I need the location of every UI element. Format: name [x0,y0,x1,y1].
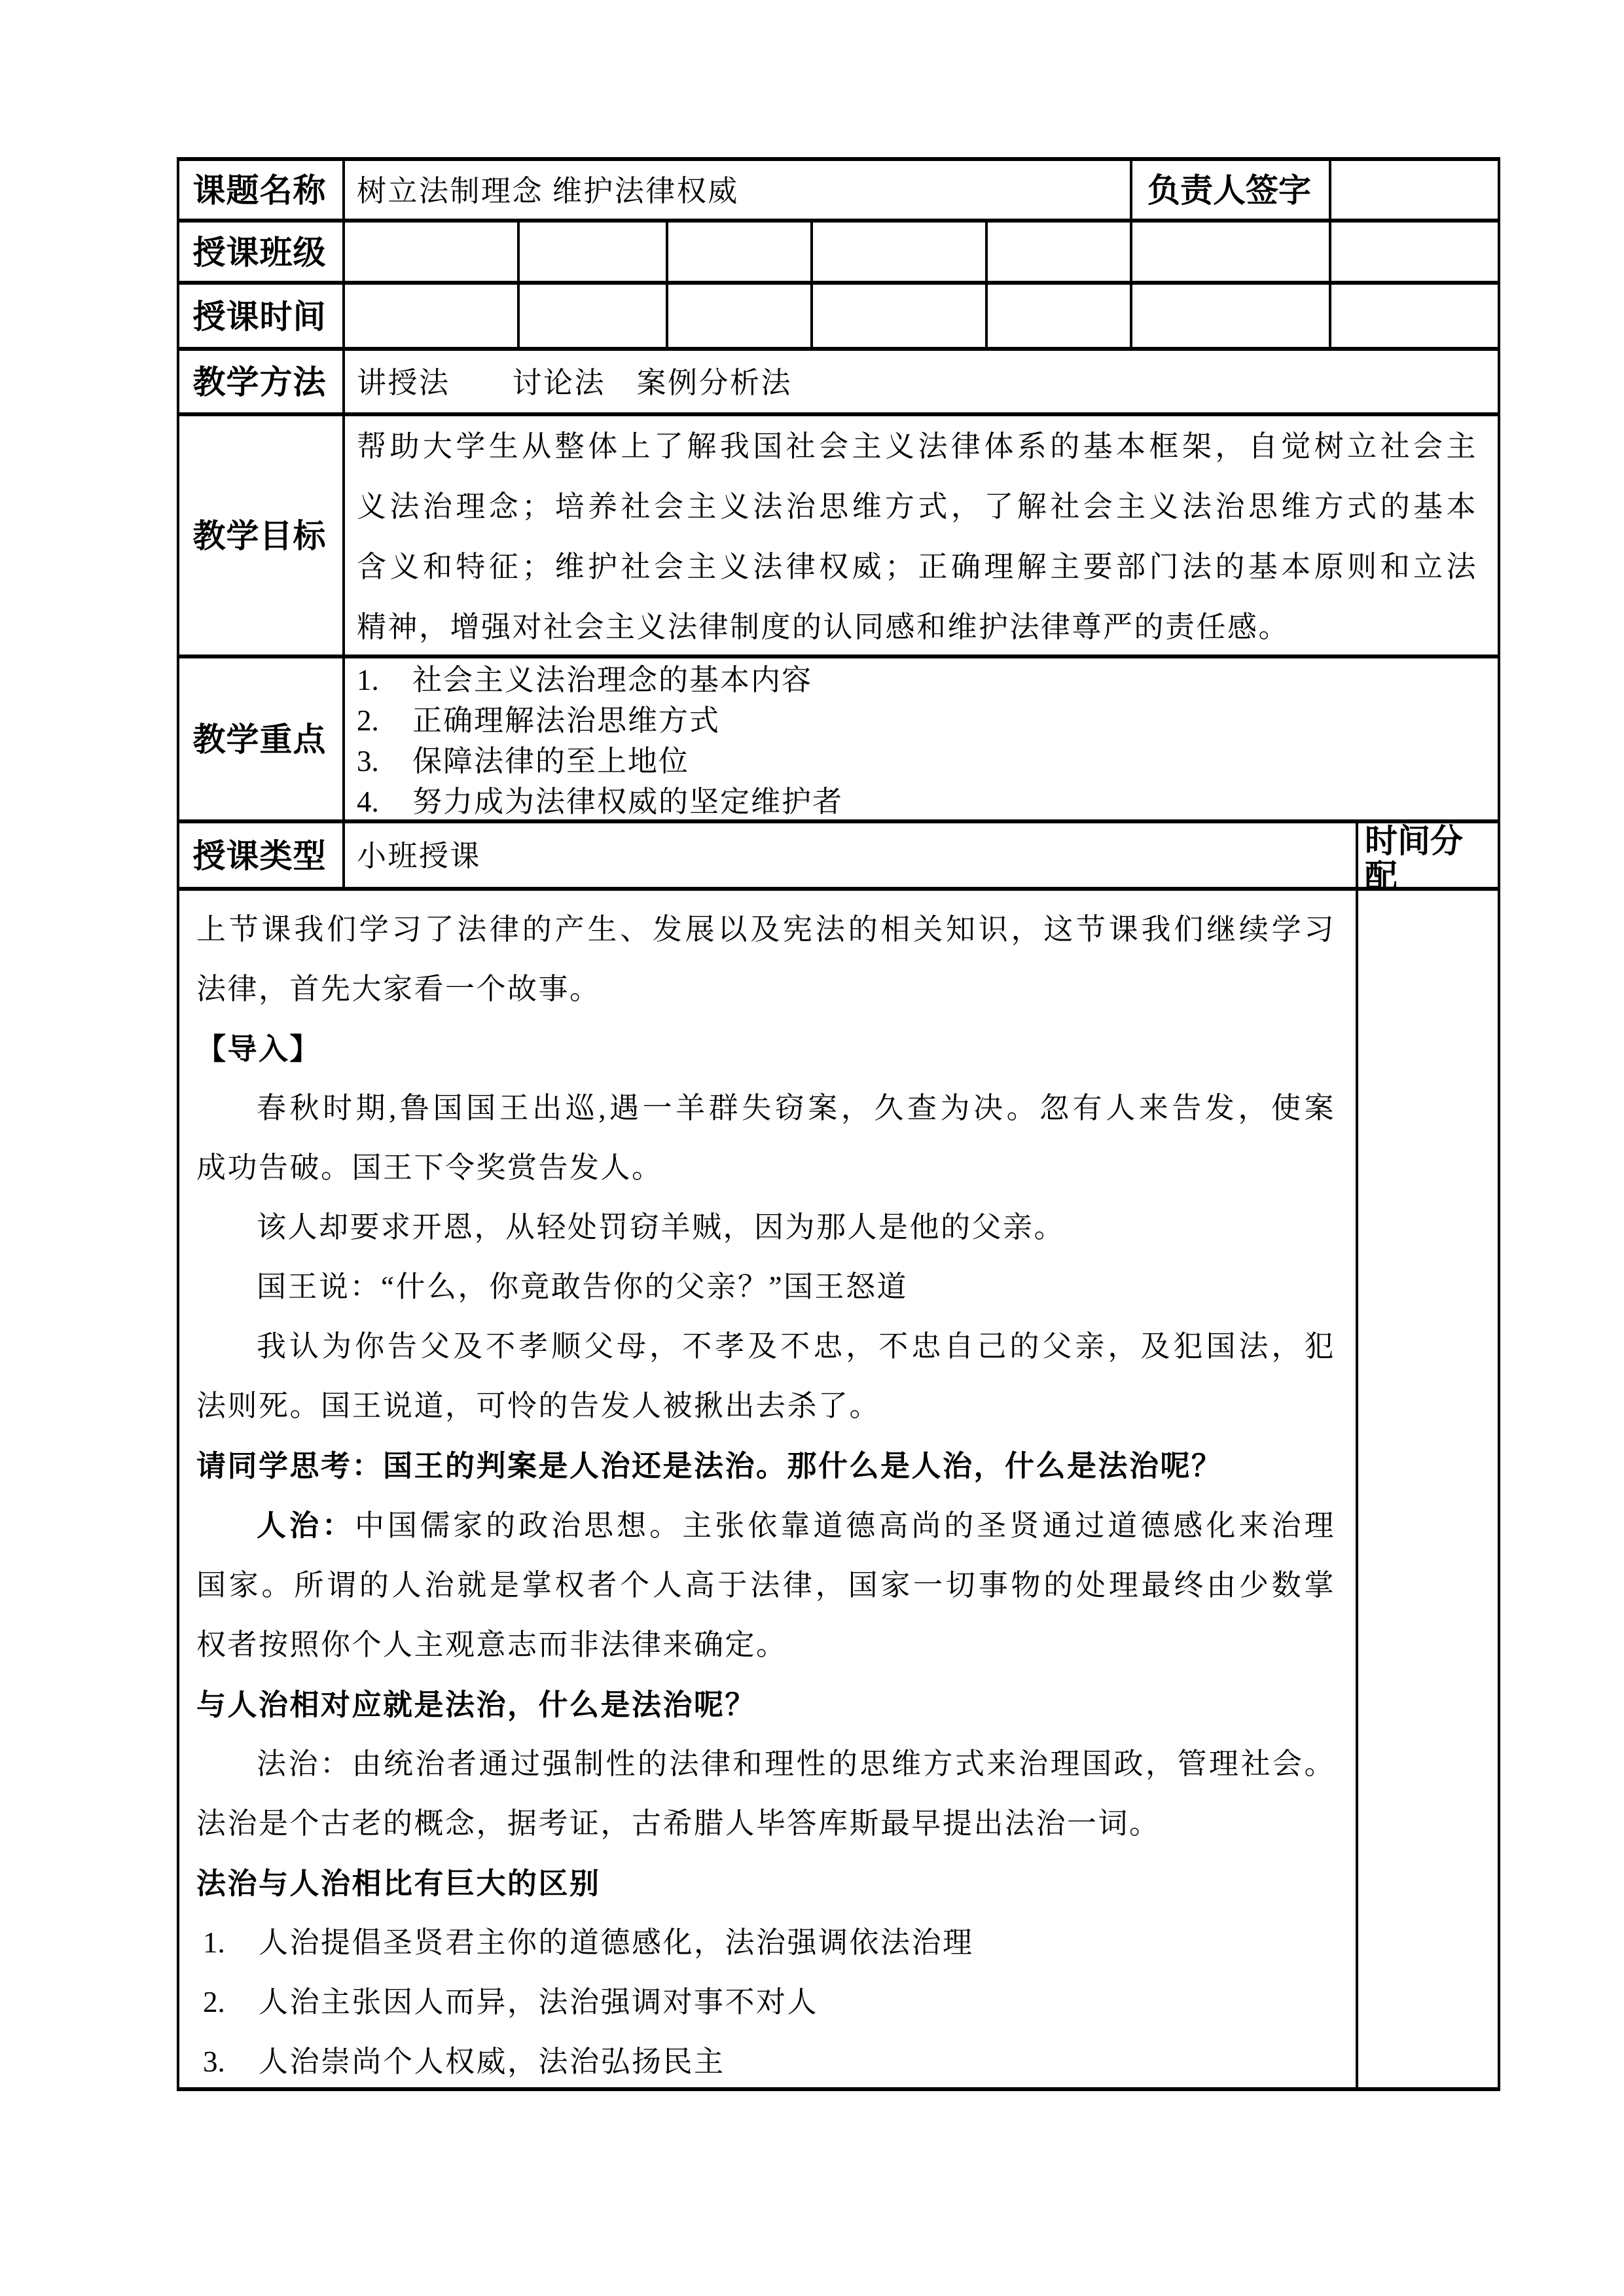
list-number: 4. [357,785,379,818]
list-number: 2. [203,1986,225,2018]
content-paragraph: 3. 人治崇尚个人权威，法治弘扬民主 [203,2032,1335,2092]
lesson-type-value: 小班授课 [357,840,482,872]
keypoint-item: 4. 努力成为法律权威的坚定维护者 [357,781,1470,822]
content-paragraph: 上节课我们学习了法律的产生、发展以及宪法的相关知识，这节课我们继续学习 [196,913,1335,946]
row-label-lesson-type: 授课类型 [192,837,327,874]
keypoint-item: 1. 社会主义法治理念的基本内容 [357,660,1470,700]
keypoint-item: 2. 正确理解法治思维方式 [357,700,1470,741]
content-paragraph: 权者按照你个人主观意志而非法律来确定。 [196,1628,787,1661]
row-label-topic: 课题名称 [192,172,327,209]
row-label-time: 授课时间 [192,298,327,335]
signer-label: 负责人签字 [1147,172,1311,209]
content-paragraph: 1. 人治提倡圣贤君主你的道德感化，法治强调依法治理 [203,1913,1335,1973]
label-column-divider [342,157,345,891]
objective-line: 帮助大学生从整体上了解我国社会主义法律体系的基本框架，自觉树立社会主 [357,430,1477,463]
content-paragraph: 法治是个古老的概念，据考证，古希腊人毕答库斯最早提出法治一词。 [196,1807,1161,1840]
content-paragraph: 春秋时期,鲁国国王出巡,遇一羊群失窃案，久查为决。忽有人来告发，使案 [257,1092,1335,1124]
grid-line [985,219,988,347]
row-label-keypoints: 教学重点 [192,721,327,758]
list-number: 1. [203,1926,225,1959]
lesson-plan-table [177,157,1500,2091]
content-paragraph: 人治：中国儒家的政治思想。主张依靠道德高尚的圣贤通过道德感化来治理 [257,1509,1335,1542]
list-number: 2. [357,704,379,737]
time-allocation-column-divider [1356,819,1358,2091]
row-label-class: 授课班级 [192,234,327,271]
content-paragraph: 【导入】 [196,1032,321,1066]
content-paragraph: 成功告破。国王下令奖赏告发人。 [196,1151,663,1184]
content-paragraph: 国家。所谓的人治就是掌权者个人高于法律，国家一切事物的处理最终由少数掌 [196,1569,1335,1602]
content-paragraph: 法律，首先大家看一个故事。 [196,973,601,1005]
teaching-objective-text [357,416,1477,657]
content-paragraph: 国王说：“什么，你竟敢告你的父亲？”国王怒道 [257,1270,908,1303]
content-paragraph: 请同学思考：国王的判案是人治还是法治。那什么是人治，什么是法治呢？ [196,1449,1223,1482]
table-right-border [1498,157,1500,2091]
objective-line: 含义和特征；维护社会主义法律权威；正确理解主要部门法的基本原则和立法 [357,550,1477,583]
list-number: 1. [357,664,379,696]
content-paragraph: 与人治相对应就是法治，什么是法治呢？ [196,1688,757,1721]
grid-line [810,219,813,347]
grid-line [666,219,668,347]
content-paragraph: 法治与人治相比有巨大的区别 [196,1867,601,1900]
list-number: 3. [203,2045,225,2078]
grid-line [177,281,1500,285]
teaching-keypoints-list [357,660,1470,822]
time-allocation-header: 时间分配 [1365,823,1463,895]
grid-line [177,219,1500,223]
grid-line [1329,157,1331,347]
teaching-methods: 讲授法 讨论法 案例分析法 [357,366,793,399]
lesson-body [196,900,1335,2092]
content-paragraph: 法则死。国王说道，可怜的告发人被揪出去杀了。 [196,1390,881,1422]
objective-line: 义法治理念；培养社会主义法治思维方式，了解社会主义法治思维方式的基本 [357,490,1477,523]
grid-line [177,887,1500,891]
grid-line [517,219,520,347]
row-label-objective: 教学目标 [192,518,327,554]
list-number: 3. [357,745,379,778]
row-label-method: 教学方法 [192,364,327,401]
content-paragraph: 法治：由统治者通过强制性的法律和理性的思维方式来治理国政，管理社会。 [257,1748,1335,1780]
content-paragraph: 我认为你告父及不孝顺父母，不孝及不忠，不忠自己的父亲，及犯国法，犯 [257,1330,1335,1363]
objective-line: 精神，增强对社会主义法律制度的认同感和维护法律尊严的责任感。 [357,611,1290,643]
keypoint-item: 3. 保障法律的至上地位 [357,741,1470,781]
bold-prefix: 人治： [257,1509,355,1542]
content-paragraph: 2. 人治主张因人而异，法治强调对事不对人 [203,1973,1335,2032]
content-paragraph: 该人却要求开恩，从轻处罚窃羊贼，因为那人是他的父亲。 [257,1211,1066,1244]
topic-title: 树立法制理念 维护法律权威 [357,174,739,207]
